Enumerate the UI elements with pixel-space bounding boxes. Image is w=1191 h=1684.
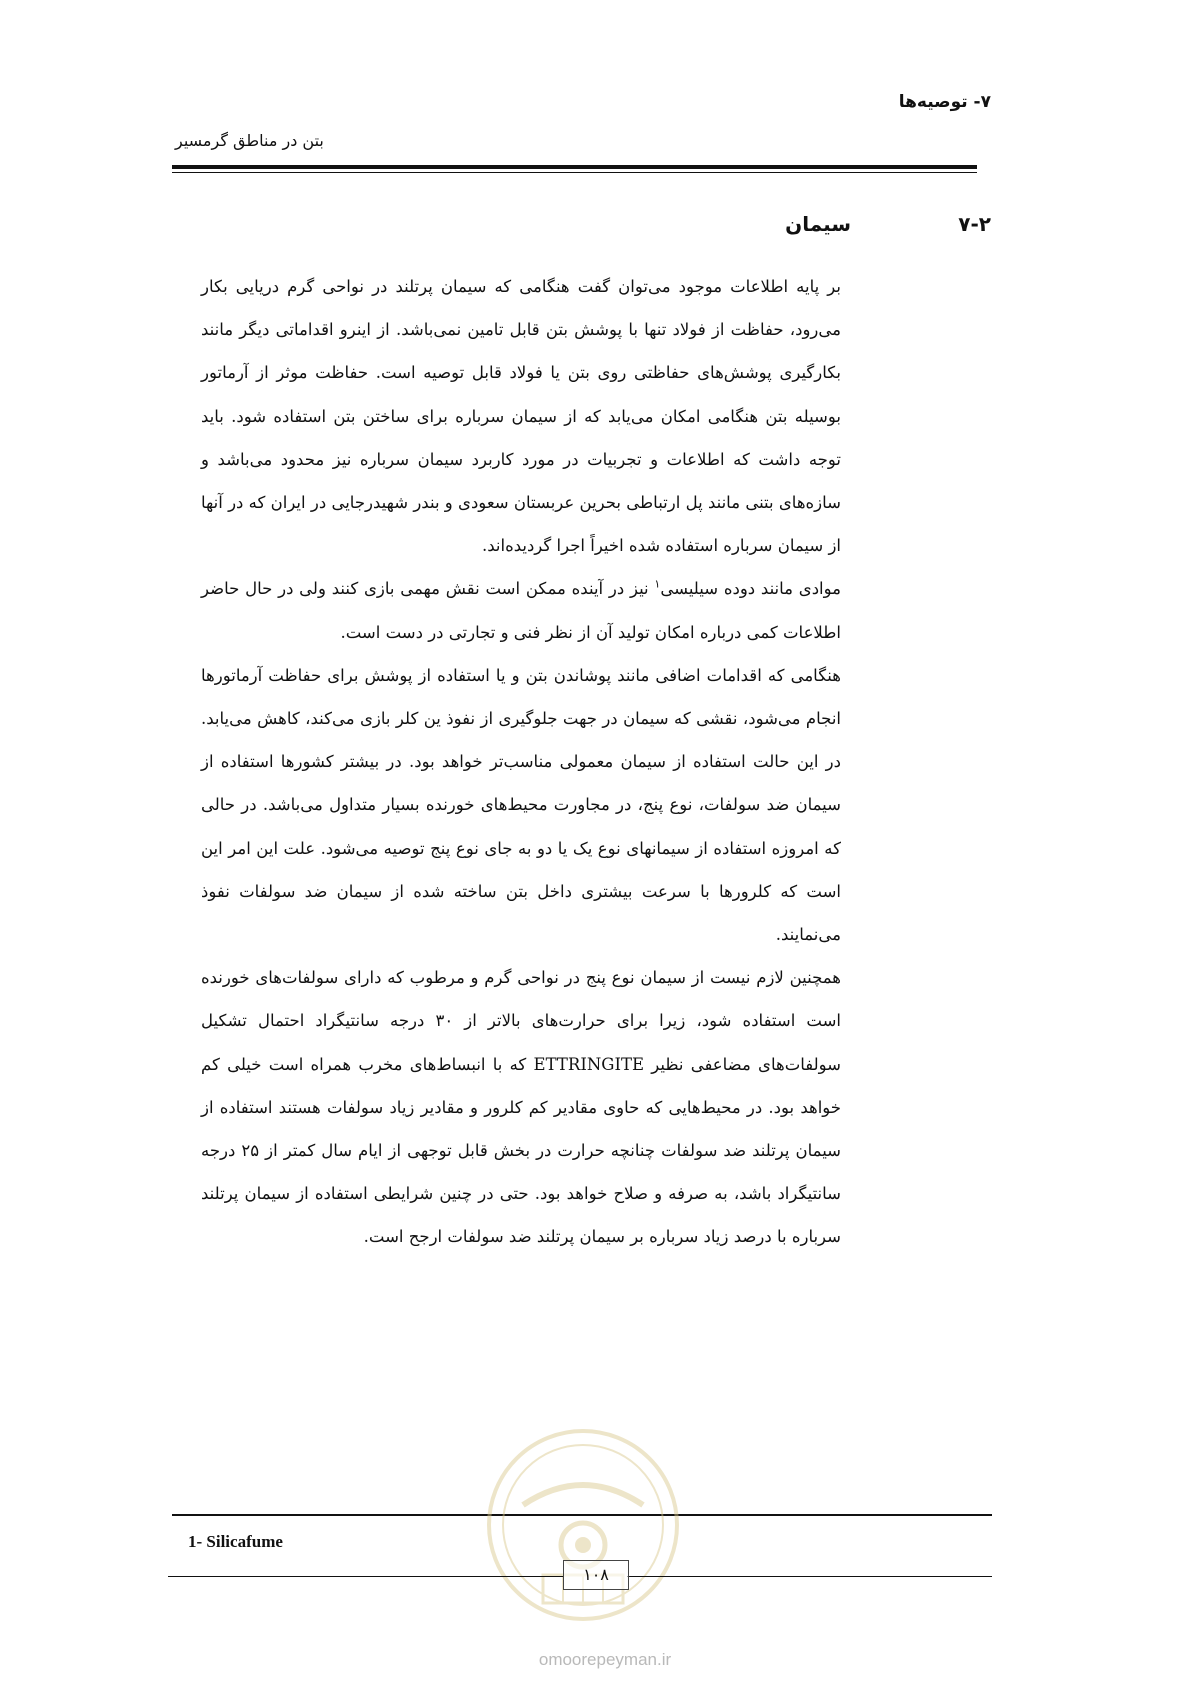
seal-watermark-icon [483,1425,683,1625]
footnote-marker: ۱ [654,577,661,591]
paragraph-4: همچنین لازم نیست از سیمان نوع پنج در نواحی گرم و مرطوب که دارای سولفات‌های خورنده است استفاده شود، زیرا برای حرارت‌های بالاتر از ۳۰ درجه سانتیگراد احتمال تشکیل سولفات‌های مضاعفی نظیر ETTRINGITE که با انبساط‌های مخرب همراه است خیلی کم خواهد بود. در محیط‌هایی که حاوی مقادیر کم کلرور و مقادیر زیاد سولفات هستند استفاده از سیمان پرتلند ضد سولفات چنانچه حرارت در بخش قابل توجهی از ایام سال کمتر از ۲۵ درجه سانتیگراد باشد، به صرفه و صلاح خواهد بود. حتی در چنین شرایطی استفاده از سیمان پرتلند سرباره با درصد زیاد سرباره بر سیمان پرتلند ضد سولفات ارجح است. [201,968,842,1247]
header-rule [172,165,977,169]
paragraph-2-start: موادی مانند دوده سیلیسی [660,579,841,599]
paragraph-3: هنگامی که اقدامات اضافی مانند پوشاندن بتن و یا استفاده از پوشش برای حفاظت آرماتورها انجام می‌شود، نقشی که سیمان در جهت جلوگیری از نفوذ ین کلر بازی می‌کند، کاهش می‌یابد. در این حالت استفاده از سیمان معمولی مناسب‌تر خواهد بود. در بیشتر کشورها استفاده از سیمان ضد سولفات، نوع پنج، در مجاورت محیط‌های خورنده بسیار متداول می‌باشد. در حالی که امروزه استفاده از سیمانهای نوع یک یا دو به جای نوع پنج توصیه می‌شود. علت این امر این است که کلرورها با سرعت بیشتری داخل بتن ساخته شده از سیمان ضد سولفات نفوذ می‌نمایند. [201,665,841,945]
paragraph-1: بر پایه اطلاعات موجود می‌توان گفت هنگامی که سیمان پرتلند در نواحی گرم دریایی بکار می‌رود، حفاظت از فولاد تنها با پوشش بتن قابل تامین نمی‌باشد. از اینرو اقداماتی دیگر مانند بکارگیری پوشش‌های حفاظتی روی بتن یا فولاد قابل توصیه است. حفاظت موثر از آرماتور بوسیله بتن هنگامی امکان می‌یابد که از سیمان سرباره برای ساختن بتن استفاده شود. باید توجه داشت که اطلاعات و تجربیات در مورد کاربرد سیمان سرباره نیز محدود می‌باشد و سازه‌های بتنی مانند پل ارتباطی بحرین عربستان سعودی و بندر شهیدرجایی در ایران که در آنها از سیمان سرباره استفاده شده اخیراً اجرا گردیده‌اند. [201,277,841,556]
footer-rule-right [627,1576,992,1577]
paragraph-2 [201,567,841,653]
header-rule-thin [172,172,977,173]
book-title-header: بتن در مناطق گرمسیر [175,131,324,150]
body-text [201,265,841,1259]
section-title: سیمان [785,212,851,236]
footnote: 1- Silicafume [188,1532,283,1551]
chapter-header: ۷- توصیه‌ها [898,92,991,112]
site-watermark: omoorepeyman.ir [538,1650,672,1669]
footer-rule-left [168,1576,563,1577]
page-number: ۱۰۸ [563,1560,629,1590]
section-number: ۷-۲ [958,212,991,236]
paragraph-2-end: نیز در آینده ممکن است نقش مهمی بازی کنند ولی در حال حاضر اطلاعات کمی درباره امکان تولید آن از نظر فنی و تجارتی در دست است. [201,579,841,642]
